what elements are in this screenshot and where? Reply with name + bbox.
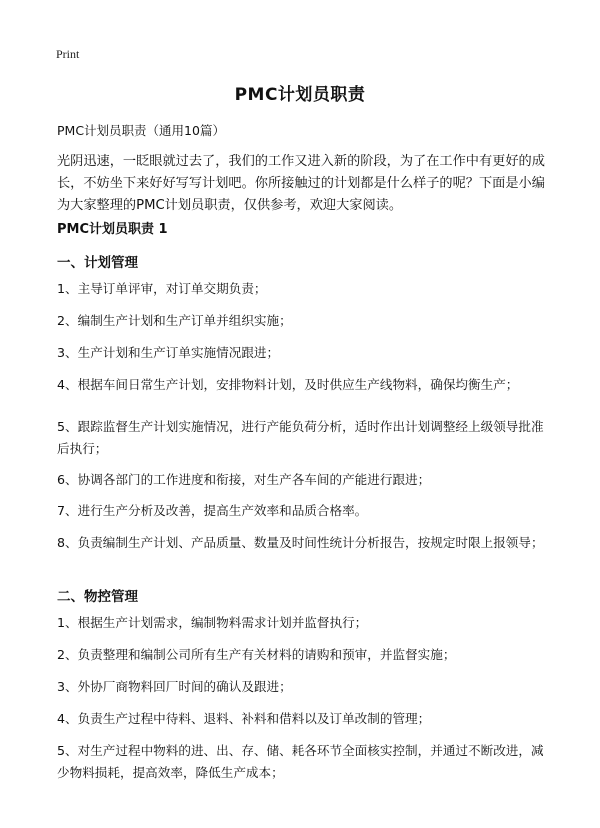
planning-item: 6、协调各部门的工作进度和衔接，对生产各车间的产能进行跟进；	[57, 472, 431, 487]
planning-item: 3、生产计划和生产订单实施情况跟进；	[57, 345, 280, 360]
document-title: PMC计划员职责	[234, 85, 366, 105]
section-heading: PMC计划员职责 1	[57, 222, 168, 237]
planning-item: 1、主导订单评审，对订单交期负责；	[57, 281, 267, 296]
material-item: 4、负责生产过程中待料、退料、补料和借料以及订单改制的管理；	[57, 711, 431, 726]
material-item: 2、负责整理和编制公司所有生产有关材料的请购和预审，并监督实施；	[57, 647, 456, 662]
print-link[interactable]: Print	[56, 47, 80, 61]
planning-item: 8、负责编制生产计划、产品质量、数量及时间性统计分析报告，按规定时限上报领导；	[57, 535, 544, 550]
planning-item: 7、进行生产分析及改善，提高生产效率和品质合格率。	[57, 503, 368, 518]
planning-heading: 一、计划管理	[57, 255, 138, 271]
material-heading: 二、物控管理	[57, 589, 138, 605]
document-subtitle: PMC计划员职责（通用10篇）	[57, 123, 225, 138]
material-item: 3、外协厂商物料回厂时间的确认及跟进；	[57, 679, 292, 694]
planning-item: 4、根据车间日常生产计划，安排物料计划，及时供应生产线物料，确保均衡生产；	[57, 377, 519, 392]
material-item: 1、根据生产计划需求，编制物料需求计划并监督执行；	[57, 615, 368, 630]
intro-paragraph: 光阴迅速，一眨眼就过去了，我们的工作又进入新的阶段，为了在工作中有更好的成长，不妨坐下来好好写写计划吧。你所接触过的计划都是什么样子的呢？下面是小编为大家整理的PMC计划员职责，仅供参考，欢迎大家阅读。	[57, 154, 545, 213]
material-item: 5、对生产过程中物料的进、出、存、储、耗各环节全面核实控制，并通过不断改进，减少物料损耗，提高效率，降低生产成本；	[57, 743, 544, 780]
planning-item: 5、跟踪监督生产计划实施情况，进行产能负荷分析，适时作出计划调整经上级领导批准后执行；	[57, 419, 544, 456]
planning-item: 2、编制生产计划和生产订单并组织实施；	[57, 313, 292, 328]
